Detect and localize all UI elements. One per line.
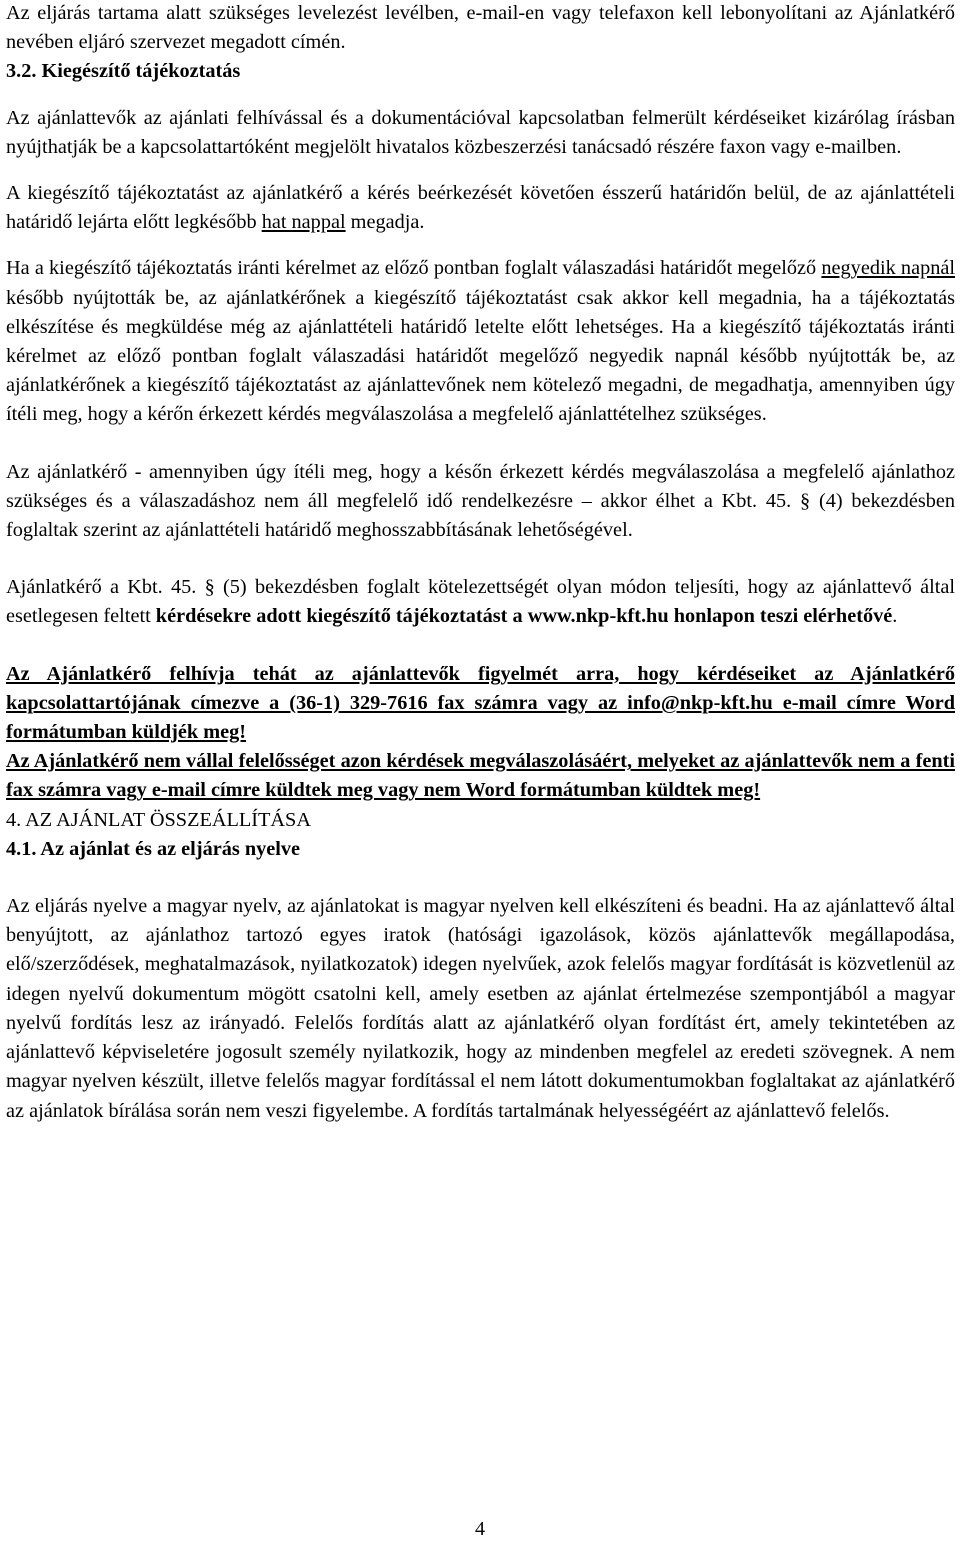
subsection-heading-4-1: 4.1. Az ajánlat és az eljárás nyelve	[6, 837, 301, 860]
underlined-fourth-day: negyedik napnál	[821, 257, 955, 280]
document-page	[6, 0, 955, 1126]
paragraph-late-request	[6, 254, 955, 429]
section-heading-3-2: 3.2. Kiegészítő tájékoztatás	[6, 60, 241, 83]
bold-website-statement: kérdésekre adott kiegészítő tájékoztatást a www.nkp-kft.hu honlapon teszi elérhetővé	[155, 605, 893, 628]
paragraph-language: Az eljárás nyelve a magyar nyelv, az ajánlatokat is magyar nyelven kell elkészíteni és beadni. Ha az ajánlattevő által benyújtott, az ajánlathoz tartozó egyes iratok (hatósági igazolások, közös ajánlattevők megállapodása, elő/szerződések, meghatalmazások, nyilatkozatok) idegen nyelvűek, azok felelős magyar fordítását is közvetlenül az idegen nyelvű dokumentum mögött csatolni kell, amely esetben az ajánlat értelmezése szempontjából a magyar nyelvű fordítás lesz az irányadó. Felelős fordítás alatt az ajánlatkérő olyan fordítást ért, amely tekintetében az ajánlattevő képviseletére jogosult személy nyilatkozik, hogy az mindenben megfelel az eredeti szövegnek. A nem magyar nyelven készült, illetve felelős magyar fordítással el nem látott dokumentumokban foglaltakat az ajánlatkérő az ajánlatok bírálása során nem veszi figyelembe. A fordítás tartalmának helyességéért az ajánlattevő felelős.	[6, 895, 955, 1122]
underlined-deadline: hat nappal	[261, 211, 346, 234]
paragraph-answer-deadline	[6, 179, 955, 237]
paragraph-questions-submission: Az ajánlattevők az ajánlati felhívással és a dokumentációval kapcsolatban felmerült kérdéseiket kizárólag írásban nyújthatják be a kapcsolattartóként megjelölt hivatalos közbeszerzési tanácsadó részére faxon vagy e-mailben.	[6, 106, 955, 158]
notice-liability-disclaimer: Az Ajánlatkérő nem vállal felelősséget azon kérdések megválaszolásáért, melyeket az ajánlattevők nem a fenti fax számra vagy e-mail címre küldtek meg vagy nem Word formátumban küldtek meg!	[6, 750, 955, 802]
page-number: 4	[475, 1518, 485, 1540]
intro-paragraph: Az eljárás tartama alatt szükséges levelezést levélben, e-mail-en vagy telefaxon kell lebonyolítani az Ajánlatkérő nevében eljáró szervezet megadott címén.	[6, 2, 955, 54]
paragraph-text: Ha a kiegészítő tájékoztatás iránti kérelmet az előző pontban foglalt válaszadási határidőt megelőző	[6, 257, 822, 280]
section-heading-4: 4. AZ AJÁNLAT ÖSSZEÁLLÍTÁSA	[6, 808, 311, 831]
paragraph-text: megadja.	[345, 211, 425, 234]
paragraph-deadline-extension: Az ajánlatkérő - amennyiben úgy ítéli meg, hogy a későn érkezett kérdés megválaszolása a megfelelő ajánlathoz szükséges és a válaszadáshoz nem áll megfelelő idő rendelkezésre – akkor élhet a Kbt. 45. § (4) bekezdésben foglaltak szerint az ajánlattételi határidő meghosszabbításának lehetőségével.	[6, 460, 955, 542]
paragraph-text: később nyújtották be, az ajánlatkérőnek a kiegészítő tájékoztatást csak akkor kell megadnia, ha a tájékoztatás elkészítése és megküldése még az ajánlattételi határidő letelte előtt lehetséges. Ha a kiegészítő tájékoztatás iránti kérelmet az előző pontban foglalt válaszadási határidőt megelőző negyedik napnál később nyújtották be, az ajánlatkérőnek a kiegészítő tájékoztatást az ajánlattevőnek nem kötelező megadni, de megadhatja, amennyiben úgy ítéli meg, hogy a kérőn érkezett kérdés megválaszolása a megfelelő ajánlattételhez szükséges.	[6, 286, 955, 426]
paragraph-text: Ajánlatkérő a Kbt. 45. § (5) bekezdésben foglalt kötelezettségét olyan módon teljesíti, hogy az ajánlattevő által esetlegesen feltett	[6, 576, 955, 628]
paragraph-publication	[6, 573, 955, 631]
paragraph-text: A kiegészítő tájékoztatást az ajánlatkérő a kérés beérkezését követően ésszerű határidőn belül, de az ajánlattételi határidő lejárta előtt legkésőbb	[6, 182, 955, 234]
notice-contact-instructions: Az Ajánlatkérő felhívja tehát az ajánlattevők figyelmét arra, hogy kérdéseiket az Ajánlatkérő kapcsolattartójának címezve a (36-1) 329-7616 fax számra vagy az info@nkp-kft.hu e-mail címre Word formátumban küldjék meg!	[6, 662, 955, 744]
paragraph-text: .	[892, 605, 898, 628]
